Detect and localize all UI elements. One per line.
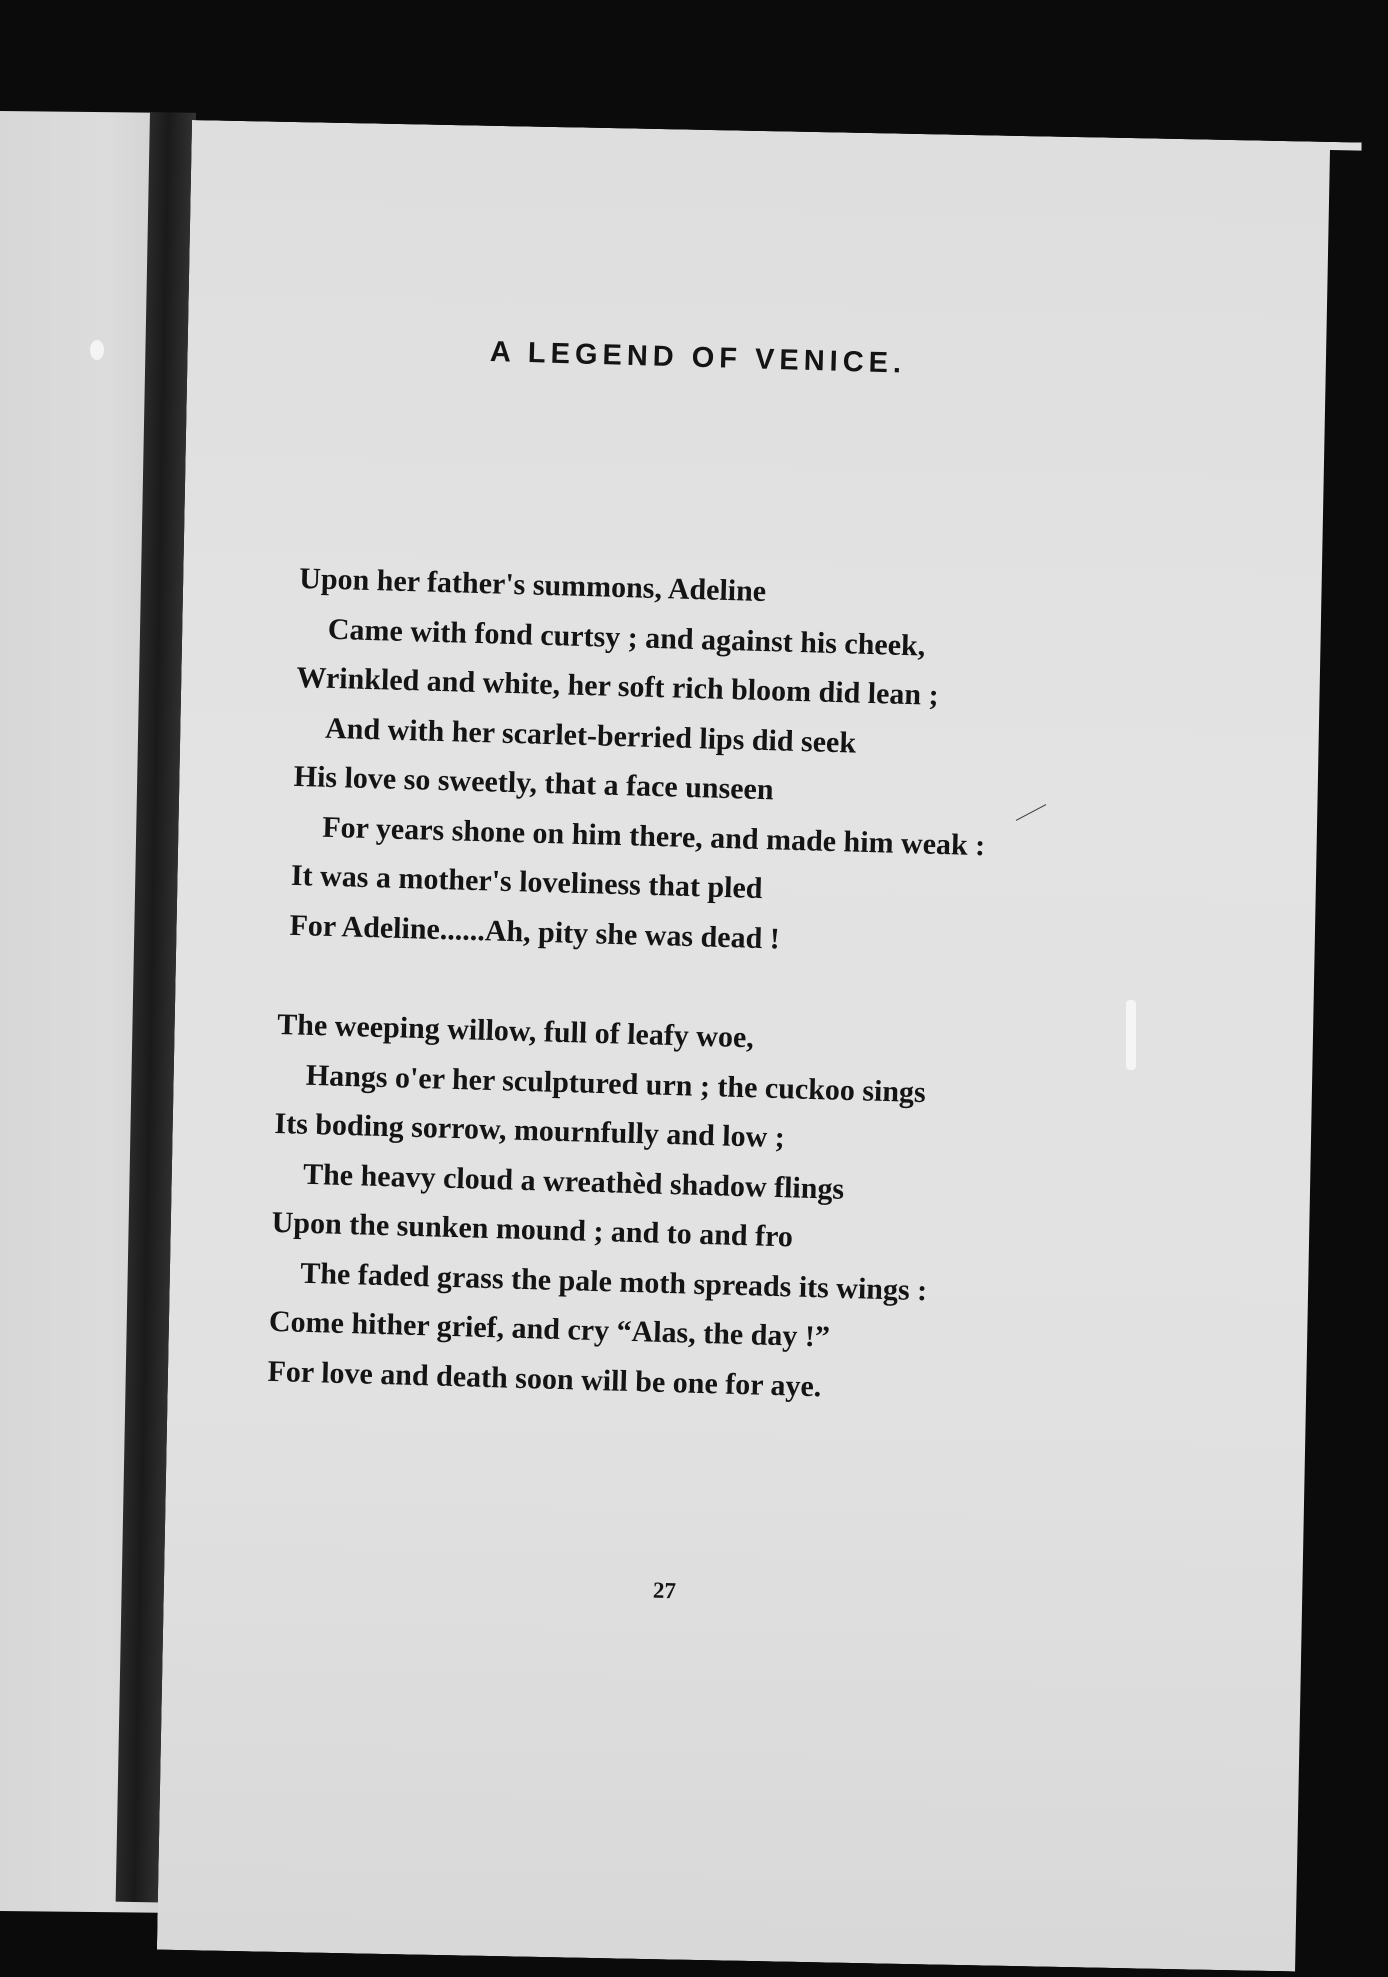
verse-line: Came with fond curtsy ; and against his cheek, xyxy=(327,612,926,662)
verse-line: And with her scarlet-berried lips did seek xyxy=(324,711,857,760)
page-number: 27 xyxy=(652,1577,677,1604)
stanza-1 xyxy=(289,554,993,969)
verse-line: Its boding sorrow, mournfully and low ; xyxy=(274,1106,786,1155)
verse-line: The heavy cloud a wreathèd shadow flings xyxy=(302,1157,845,1206)
stanza-2 xyxy=(267,1000,935,1414)
verse-line: Hangs o'er her sculptured urn ; the cuckoo sings xyxy=(305,1058,927,1109)
verse-line: Upon the sunken mound ; and to and fro xyxy=(271,1205,794,1254)
verse-line: For years shone on him there, and made him weak : xyxy=(321,810,986,862)
verse-line: Come hither grief, and cry “Alas, the day !” xyxy=(268,1304,831,1354)
verse-line: Upon her father's summons, Adeline xyxy=(298,561,767,609)
verse-line: For Adeline......Ah, pity she was dead ! xyxy=(289,908,781,956)
poem-title: A LEGEND OF VENICE. xyxy=(489,336,907,380)
verse-line: Wrinkled and white, her soft rich bloom did lean ; xyxy=(296,660,940,712)
verse-line: The weeping willow, full of leafy woe, xyxy=(276,1007,755,1055)
verse-line: For love and death soon will be one for aye. xyxy=(267,1354,822,1403)
verse-line: The faded grass the pale moth spreads its wings : xyxy=(299,1256,928,1307)
verse-line: His love so sweetly, that a face unseen xyxy=(293,759,775,807)
verse-line: It was a mother's loveliness that pled xyxy=(290,858,763,906)
